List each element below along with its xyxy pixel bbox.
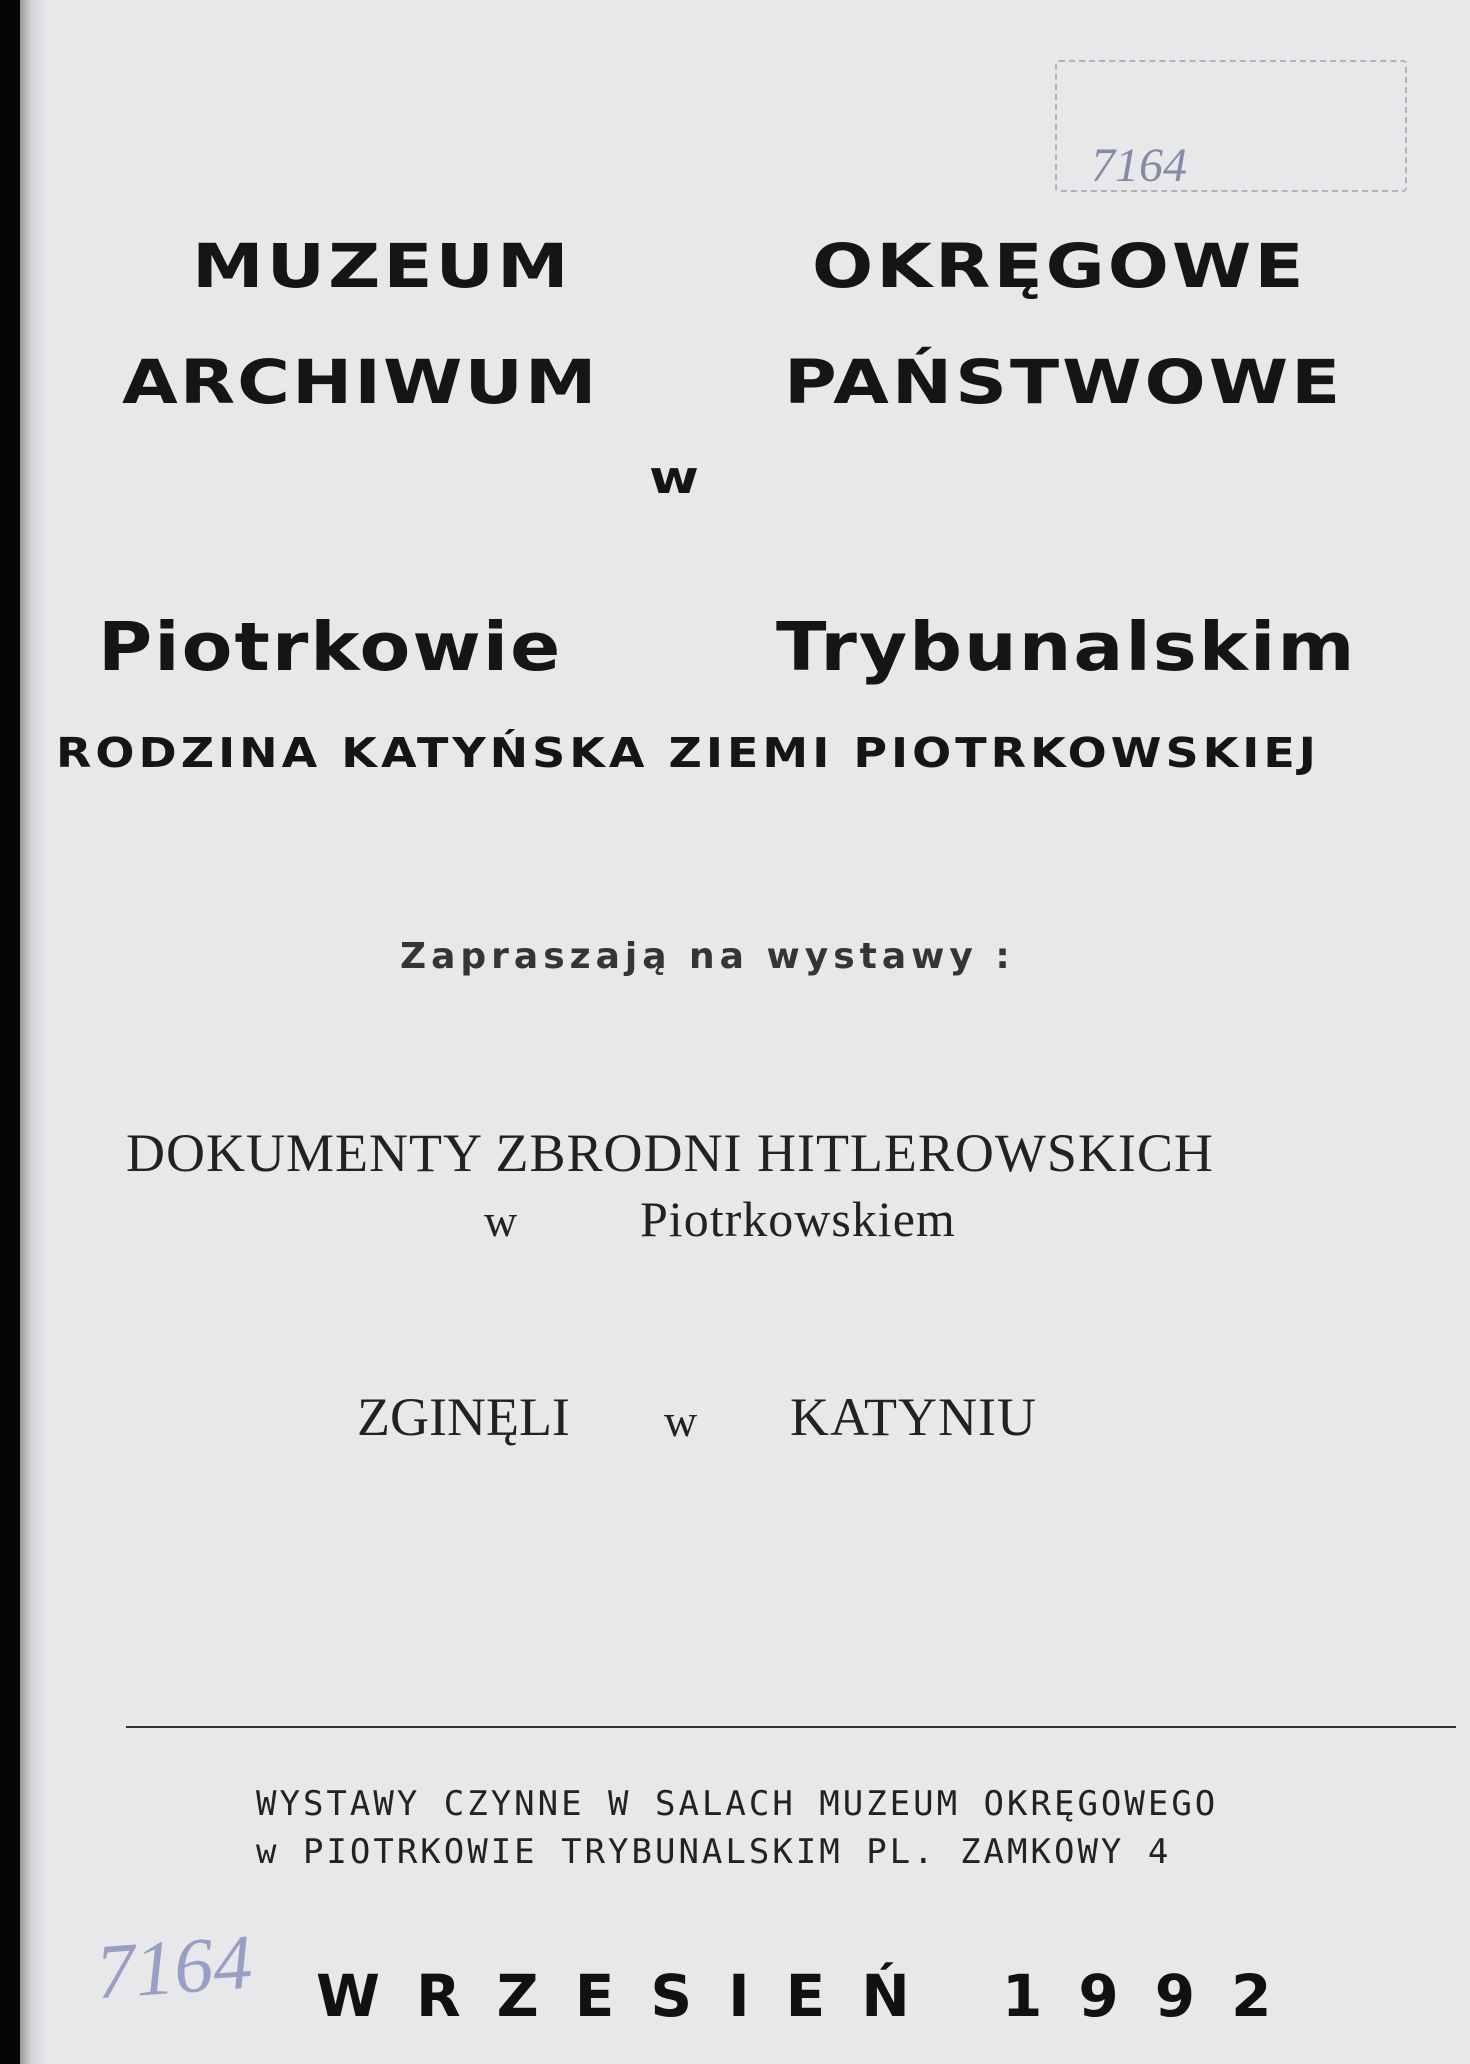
city-right-heading: Trybunalskim [776,608,1357,686]
scan-edge [0,0,20,2064]
footer-divider [126,1726,1456,1728]
date-footer: WRZESIEŃ 1992 [316,1962,1308,2030]
exhibition-title-2-w: w [664,1395,698,1446]
exhibition-title-1: DOKUMENTY ZBRODNI HITLEROWSKICH [126,1123,1214,1183]
footer-line-1: WYSTAWY CZYNNE W SALACH MUZEUM OKRĘGOWEGO [256,1784,1219,1824]
exhibition-1-w: w [484,1195,518,1246]
archive-right-heading: PAŃSTWOWE [784,346,1344,418]
stamp-handwritten-number: 7164 [1091,139,1187,192]
exhibition-title-2-part-2: KATYNIU [790,1387,1037,1447]
exhibition-title-2-part-1: ZGINĘLI [357,1387,570,1447]
archive-left-heading: ARCHIWUM [122,346,599,418]
preposition-w: w [649,450,699,504]
city-left-heading: Piotrkowie [98,608,563,686]
inventory-handwritten-number: 7164 [93,1917,255,2016]
scan-shadow [20,0,46,2064]
footer-line-2: w PIOTRKOWIE TRYBUNALSKIM PL. ZAMKOWY 4 [256,1832,1172,1872]
invitation-text: Zapraszają na wystawy : [400,936,1015,977]
museum-left-heading: MUZEUM [192,230,572,302]
katyn-family-heading: RODZINA KATYŃSKA ZIEMI PIOTRKOWSKIEJ [56,728,1320,777]
museum-right-heading: OKRĘGOWE [812,230,1307,302]
exhibition-1-place: Piotrkowskiem [640,1191,956,1247]
